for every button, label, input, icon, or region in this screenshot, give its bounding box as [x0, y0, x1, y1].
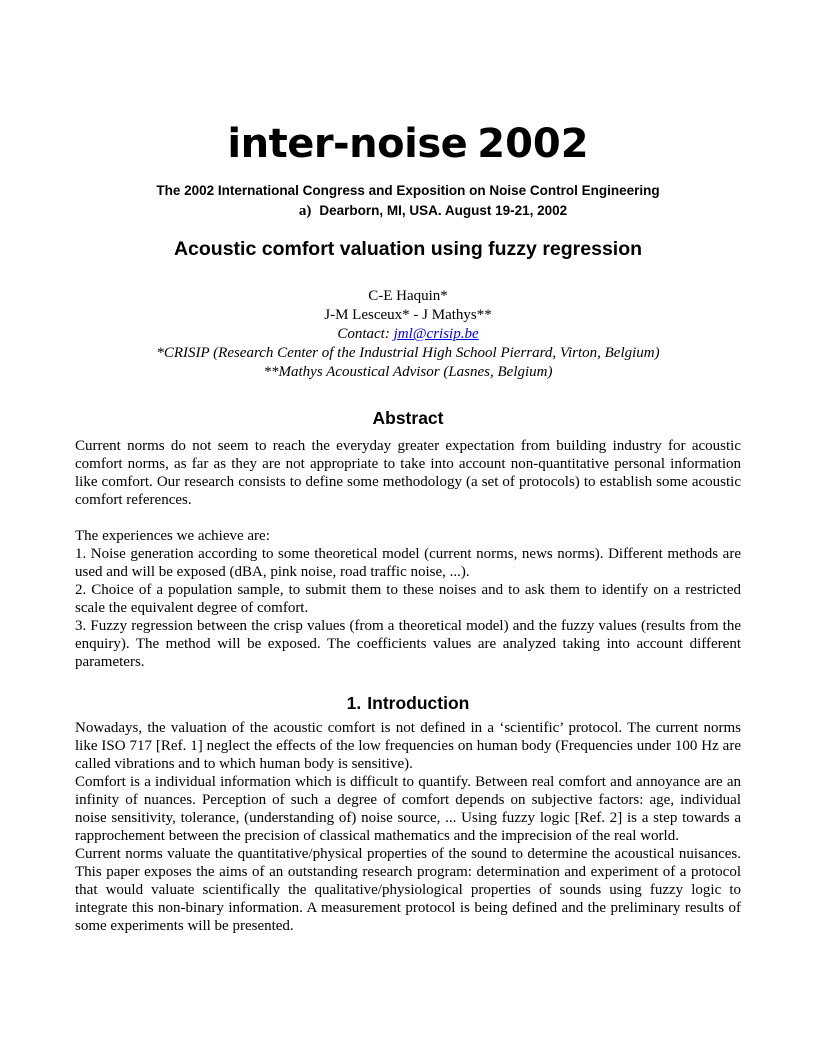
introduction-body	[75, 719, 741, 935]
abstract-paragraph: Current norms do not seem to reach the everyday greater expectation from building industry for acoustic comfort norms, as far as they are not appropriate to take into account non-quantitative personal information like comfort. Our research consists to define some methodology (a set of protocols) to establish some acoustic comfort references.	[75, 438, 741, 508]
location-marker: a)	[298, 203, 312, 219]
section-number: 1.	[346, 693, 362, 713]
contact-label: Contact:	[337, 326, 394, 342]
contact-line	[0, 325, 816, 344]
intro-paragraph-3: Current norms valuate the quantitative/physical properties of the sound to determine the acoustical nuisances. This paper exposes the aims of an outstanding research program: determination and experiment of a protocol that would valuate scientifically the qualitative/physiological properties of sounds using fuzzy logic to integrate this non-binary information. A measurement protocol is being defined and the preliminary results of some experiments will be presented.	[75, 846, 741, 934]
author-line-2: J-M Lesceux* - J Mathys**	[324, 307, 492, 323]
abstract-heading: Abstract	[372, 408, 444, 428]
section-title: Introduction	[367, 693, 470, 713]
affiliation-1: *CRISIP (Research Center of the Industrial High School Pierrard, Virton, Belgium)	[156, 345, 660, 361]
location-text: Dearborn, MI, USA. August 19-21, 2002	[319, 203, 568, 218]
abstract-item-3: 3. Fuzzy regression between the crisp values (from a theoretical model) and the fuzzy values (results from the enquiry). The method will be exposed. The coefficients values are analyzed taking into account different parameters.	[75, 618, 741, 670]
intro-paragraph-2: Comfort is a individual information which is difficult to quantify. Between real comfort and annoyance are an infinity of nuances. Perception of such a degree of comfort depends on subjective factors: age, individual noise sensitivity, tolerance, (understanding of) noise source, ... Using fuzzy logic [Ref. 2] is a step towards a rapprochement between the precision of classical mathematics and the imprecision of the real world.	[75, 774, 741, 844]
author-line-1: C-E Haquin*	[368, 288, 448, 304]
author-block	[0, 287, 816, 382]
abstract-list-intro: The experiences we achieve are:	[75, 528, 270, 544]
logo-text: inter-noise	[227, 121, 468, 167]
conference-logo	[0, 118, 816, 170]
abstract-item-2: 2. Choice of a population sample, to submit them to these noises and to ask them to identify on a restricted scale the equivalent degree of comfort.	[75, 582, 741, 616]
contact-email-link[interactable]: jml@crisip.be	[393, 326, 479, 342]
abstract-item-1: 1. Noise generation according to some theoretical model (current norms, news norms). Different methods are used and will be exposed (dBA, pink noise, road traffic noise, ...).	[75, 546, 741, 580]
paper-title: Acoustic comfort valuation using fuzzy regression	[173, 238, 643, 260]
logo-year: 2002	[477, 121, 589, 167]
affiliation-2: **Mathys Acoustical Advisor (Lasnes, Belgium)	[263, 364, 553, 380]
intro-paragraph-1: Nowadays, the valuation of the acoustic comfort is not defined in a ‘scientific’ protocol. The current norms like ISO 717 [Ref. 1] neglect the effects of the low frequencies on human body (Frequencies under 100 Hz are called vibrations and to which human body is sensitive).	[75, 720, 741, 772]
abstract-body	[75, 437, 741, 671]
location-line	[0, 202, 816, 220]
conference-line: The 2002 International Congress and Exposition on Noise Control Engineering	[156, 183, 660, 198]
introduction-heading	[0, 692, 816, 714]
